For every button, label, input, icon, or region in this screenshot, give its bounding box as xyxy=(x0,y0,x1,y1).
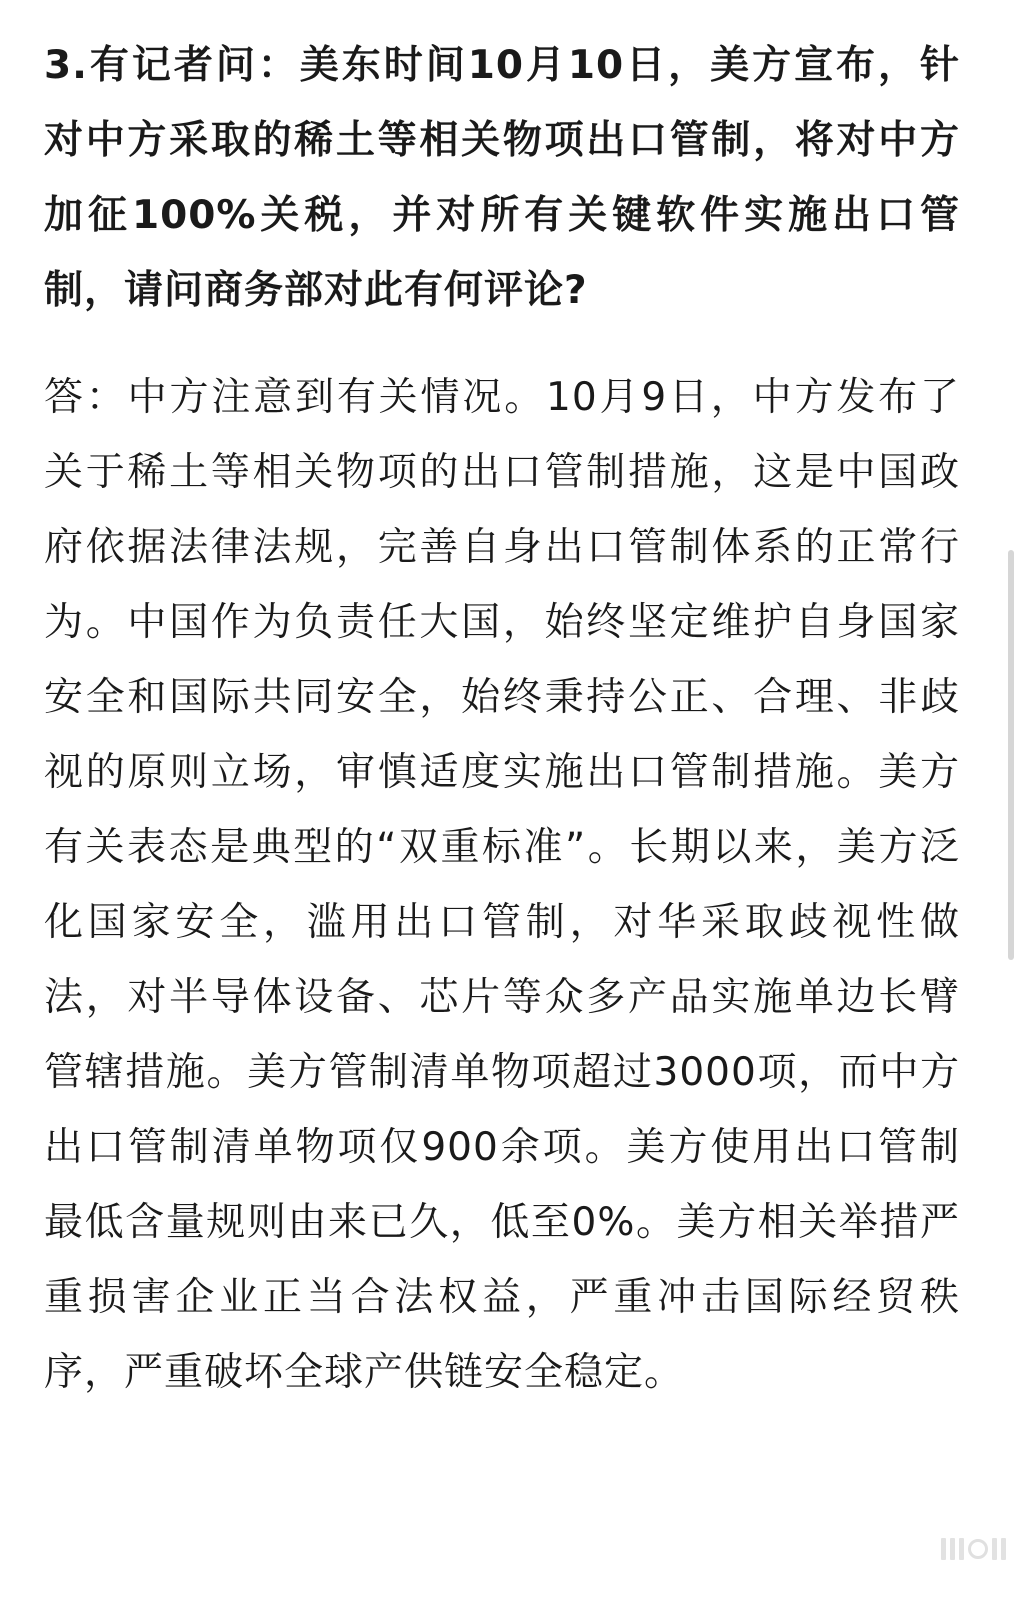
question-paragraph: 3.有记者问：美东时间10月10日，美方宣布，针对中方采取的稀土等相关物项出口管制，将对中方加征100%关税，并对所有关键软件实施出口管制，请问商务部对此有何评论? xyxy=(44,43,960,313)
watermark-icon xyxy=(941,1538,1006,1560)
watermark-bar-icon xyxy=(941,1538,946,1560)
watermark-bar-icon xyxy=(950,1538,955,1560)
watermark-bar-icon xyxy=(1001,1538,1006,1560)
watermark-bar-icon xyxy=(992,1538,997,1560)
watermark-circle-icon xyxy=(968,1539,988,1559)
scrollbar[interactable] xyxy=(1008,550,1014,960)
answer-paragraph: 答：中方注意到有关情况。10月9日，中方发布了关于稀土等相关物项的出口管制措施，这是中国政府依据法律法规，完善自身出口管制体系的正常行为。中国作为负责任大国，始终坚定维护自身国家安全和国际共同安全，始终秉持公正、合理、非歧视的原则立场，审慎适度实施出口管制措施。美方有关表态是典型的“双重标准”。长期以来，美方泛化国家安全，滥用出口管制，对华采取歧视性做法，对半导体设备、芯片等众多产品实施单边长臂管辖措施。美方管制清单物项超过3000项，而中方出口管制清单物项仅900余项。美方使用出口管制最低含量规则由来已久，低至0%。美方相关举措严重损害企业正当合法权益，严重冲击国际经贸秩序，严重破坏全球产供链安全稳定。 xyxy=(44,375,960,1395)
article xyxy=(44,28,960,1410)
watermark-bar-icon xyxy=(959,1538,964,1560)
